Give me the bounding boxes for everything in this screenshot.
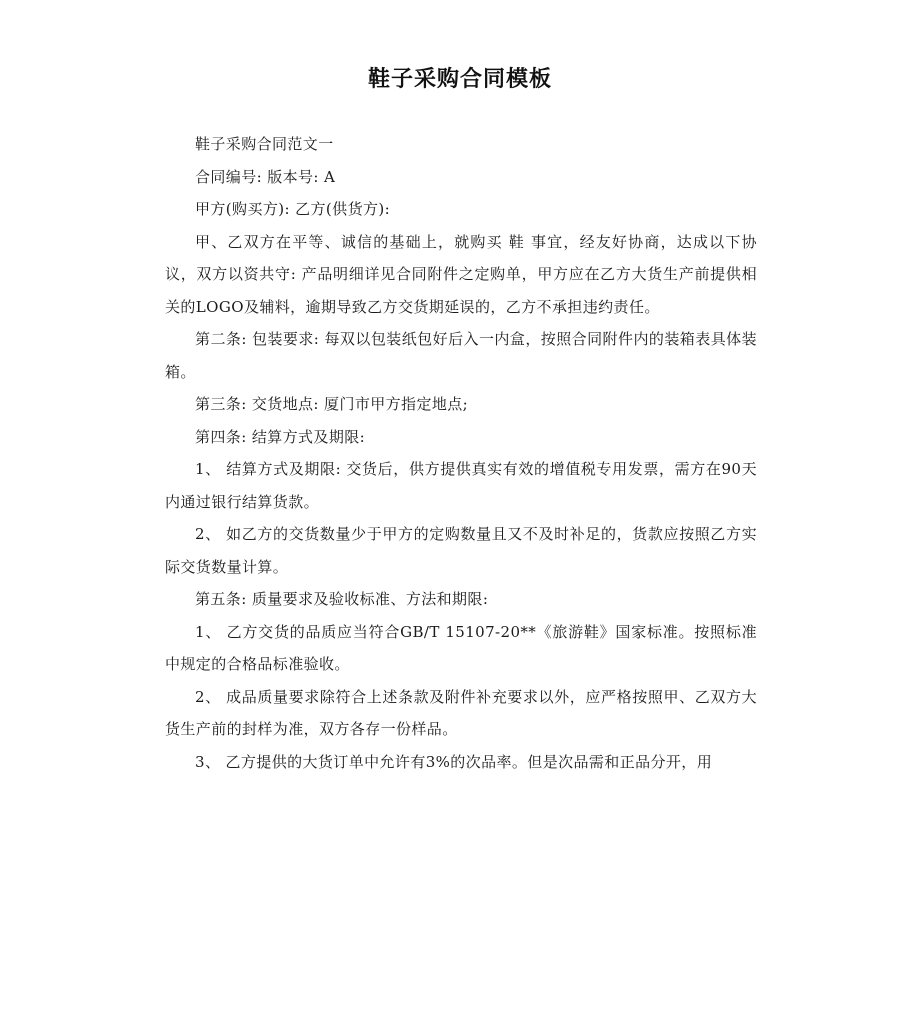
paragraph: 2、 成品质量要求除符合上述条款及附件补充要求以外，应严格按照甲、乙双方大货生产前的封样为准，双方各存一份样品。	[165, 687, 757, 738]
document-body	[165, 128, 757, 778]
paragraph: 1、 乙方交货的品质应当符合GB/T 15107-20**《旅游鞋》国家标准。按照标准中规定的合格品标准验收。	[165, 622, 757, 673]
paragraph: 合同编号: 版本号: A	[195, 167, 336, 186]
paragraph: 第二条: 包装要求: 每双以包装纸包好后入一内盒，按照合同附件内的装箱表具体装箱。	[165, 330, 757, 381]
paragraph: 第四条: 结算方式及期限:	[195, 427, 366, 446]
paragraph: 鞋子采购合同范文一	[195, 135, 334, 153]
paragraph: 第五条: 质量要求及验收标准、方法和期限:	[195, 590, 489, 608]
paragraph: 1、 结算方式及期限: 交货后，供方提供真实有效的增值税专用发票，需方在90天内通过银行结算货款。	[165, 460, 757, 511]
paragraph: 3、 乙方提供的大货订单中允许有3%的次品率。但是次品需和正品分开，用	[195, 752, 713, 771]
document-title: 鞋子采购合同模板	[367, 67, 552, 92]
paragraph: 甲方(购买方): 乙方(供货方):	[195, 200, 391, 218]
paragraph: 甲、乙双方在平等、诚信的基础上，就购买 鞋 事宜，经友好协商，达成以下协议，双方以资共守: 产品明细详见合同附件之定购单，甲方应在乙方大货生产前提供相关的LOGO及辅料，逾期导致乙方交货期延误的，乙方不承担违约责任。	[165, 232, 757, 316]
paragraph: 2、 如乙方的交货数量少于甲方的定购数量且又不及时补足的，货款应按照乙方实际交货数量计算。	[165, 525, 757, 576]
paragraph: 第三条: 交货地点: 厦门市甲方指定地点;	[195, 395, 469, 413]
